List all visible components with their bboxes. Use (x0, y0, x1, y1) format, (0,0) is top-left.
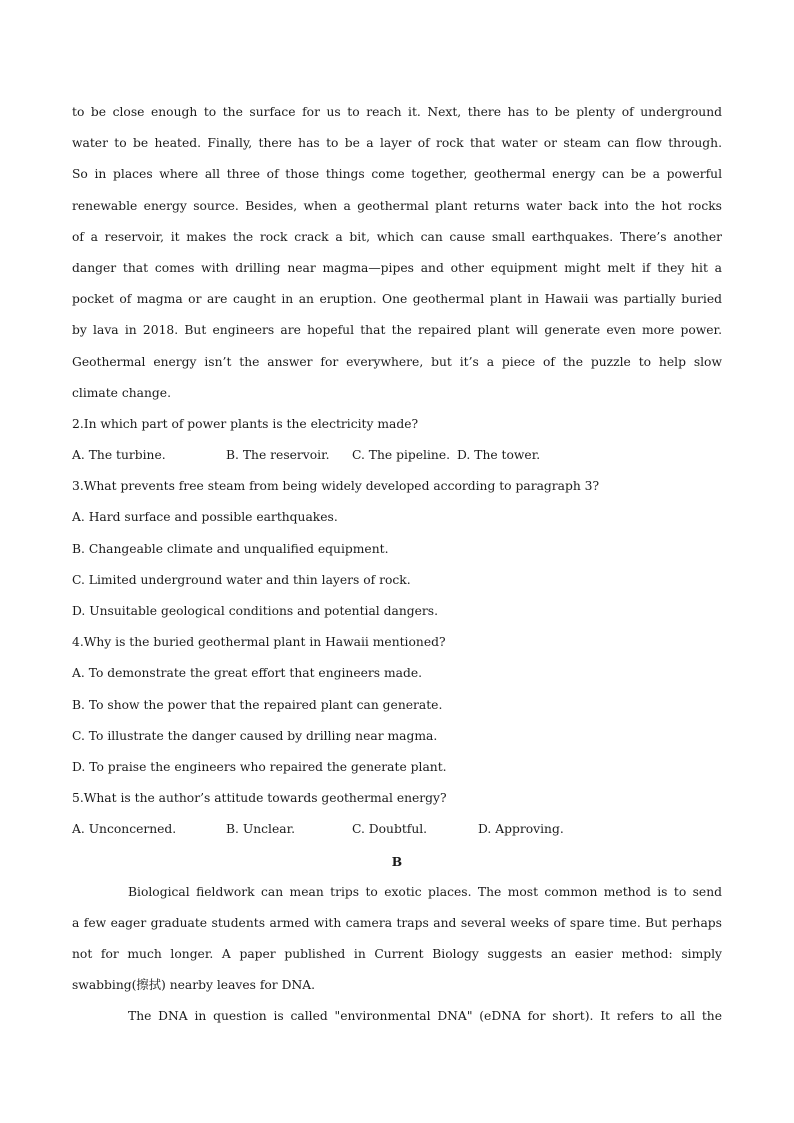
text-line: pocket of magma or are caught in an eruption. One geothermal plant in Hawaii was partially buried (72, 292, 722, 307)
passage-b-paragraph-1 (72, 877, 722, 1002)
option-a: A. Hard surface and possible earthquakes. (72, 510, 338, 525)
option-b: B. The reservoir. (226, 448, 330, 463)
text-line: not for much longer. A paper published in Current Biology suggests an easier method: simply (72, 947, 722, 962)
option-b: B. Unclear. (226, 822, 296, 837)
question-stem: 3.What prevents free steam from being widely developed according to paragraph 3? (72, 479, 600, 494)
option-c: C. To illustrate the danger caused by drilling near magma. (72, 728, 438, 743)
option-a: A. The turbine. (72, 448, 166, 463)
question-2 (72, 409, 722, 471)
passage-b-paragraph-2 (72, 1001, 722, 1032)
option-d: D. To praise the engineers who repaired the generate plant. (72, 759, 447, 774)
option-b: B. To show the power that the repaired plant can generate. (72, 697, 443, 712)
option-d: D. Approving. (478, 822, 564, 837)
option-c: C. Doubtful. (352, 822, 428, 837)
question-stem: 2.In which part of power plants is the electricity made? (72, 416, 419, 431)
text-line: to be close enough to the surface for us to reach it. Next, there has to be plenty of underground (72, 105, 722, 119)
option-a: A. Unconcerned. (72, 822, 177, 837)
text-line: climate change. (72, 385, 171, 400)
question-3 (72, 471, 722, 627)
text-line: The DNA in question is called "environmental DNA" (eDNA for short). It refers to all the (128, 1009, 722, 1024)
text-line: by lava in 2018. But engineers are hopeful that the repaired plant will generate even more power. (72, 323, 722, 338)
text-line: Geothermal energy isn’t the answer for everywhere, but it’s a piece of the puzzle to help slow (72, 354, 722, 369)
question-options (72, 814, 722, 845)
section-heading: B (391, 853, 403, 869)
text-line: swabbing(擦拭) nearby leaves for DNA. (72, 978, 316, 993)
question-options (72, 440, 722, 471)
question-4 (72, 627, 722, 783)
text-line: Biological fieldwork can mean trips to exotic places. The most common method is to send (128, 884, 722, 899)
option-c: C. The pipeline. (352, 448, 451, 463)
text-line: danger that comes with drilling near magma—pipes and other equipment might melt if they hit a (72, 260, 722, 275)
passage-a-paragraph (72, 97, 722, 409)
option-d: D. The tower. (457, 448, 541, 463)
text-line: a few eager graduate students armed with camera traps and several weeks of spare time. But perhaps (72, 915, 722, 930)
document-page (72, 97, 722, 1033)
question-stem: 4.Why is the buried geothermal plant in Hawaii mentioned? (72, 635, 446, 650)
option-d: D. Unsuitable geological conditions and potential dangers. (72, 604, 438, 618)
option-b: B. Changeable climate and unqualified equipment. (72, 541, 389, 556)
text-line: water to be heated. Finally, there has to be a layer of rock that water or steam can flow through. (72, 136, 722, 151)
text-line: renewable energy source. Besides, when a geothermal plant returns water back into the hot rocks (72, 198, 722, 213)
option-a: A. To demonstrate the great effort that engineers made. (72, 666, 423, 681)
text-line: of a reservoir, it makes the rock crack a bit, which can cause small earthquakes. There’s another (72, 229, 722, 244)
question-5 (72, 783, 722, 845)
option-c: C. Limited underground water and thin layers of rock. (72, 572, 411, 587)
question-stem: 5.What is the author’s attitude towards geothermal energy? (72, 791, 447, 806)
text-line: So in places where all three of those things come together, geothermal energy can be a powerful (72, 167, 722, 182)
